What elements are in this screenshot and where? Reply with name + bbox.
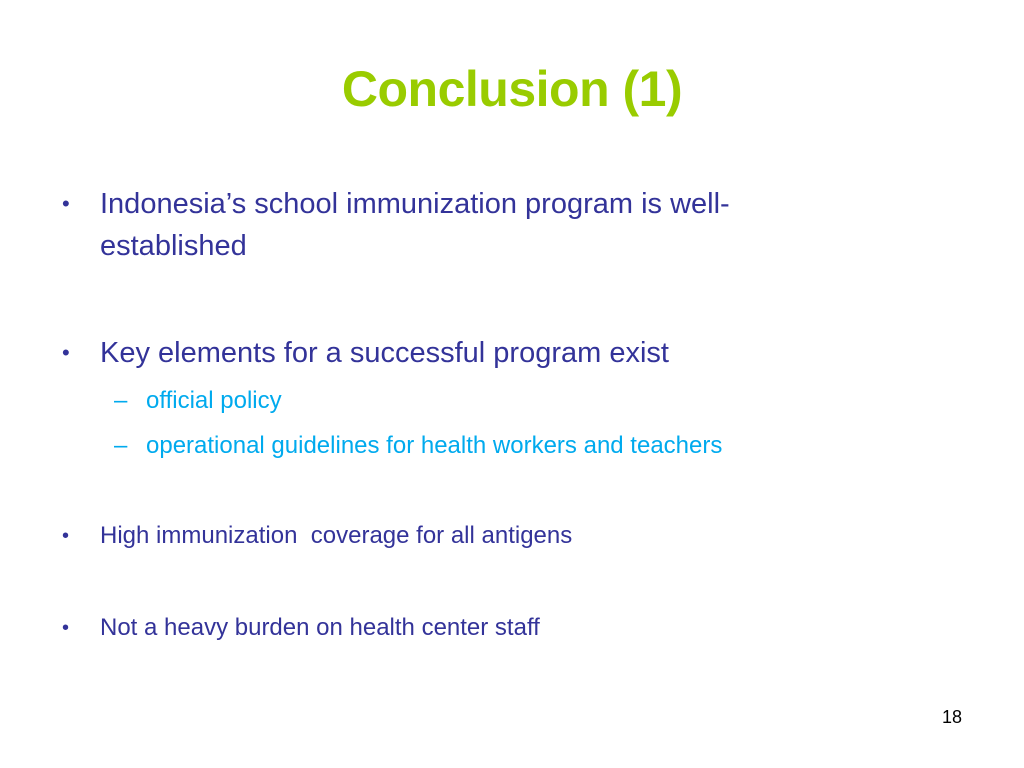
bullet-text: Key elements for a successful program exist <box>100 337 669 369</box>
bullet-text: Not a heavy burden on health center staff <box>100 614 540 641</box>
sub-bullet-item <box>114 429 722 463</box>
sub-bullet-marker: – <box>114 432 128 459</box>
bullet-text-line: established <box>100 230 247 262</box>
bullet-item <box>62 519 942 553</box>
page-number: 18 <box>941 707 962 727</box>
bullet-marker: • <box>62 340 70 365</box>
bullet-text-line: Indonesia’s school immunization program is well- <box>100 188 730 220</box>
bullet-marker: • <box>62 617 70 639</box>
sub-bullet-text: official policy <box>146 387 282 414</box>
bullet-marker: • <box>62 525 70 547</box>
sub-bullet-marker: – <box>114 387 128 414</box>
bullet-marker: • <box>62 191 70 216</box>
sub-bullet-text: operational guidelines for health workers and teachers <box>146 432 723 459</box>
sub-bullet-item <box>114 384 282 418</box>
slide-title: Conclusion (1) <box>341 61 683 117</box>
bullet-item <box>62 332 942 374</box>
bullet-item <box>62 611 942 645</box>
bullet-text: High immunization coverage for all antigens <box>100 522 573 549</box>
bullet-item <box>62 183 942 267</box>
bullet-text <box>100 183 942 267</box>
